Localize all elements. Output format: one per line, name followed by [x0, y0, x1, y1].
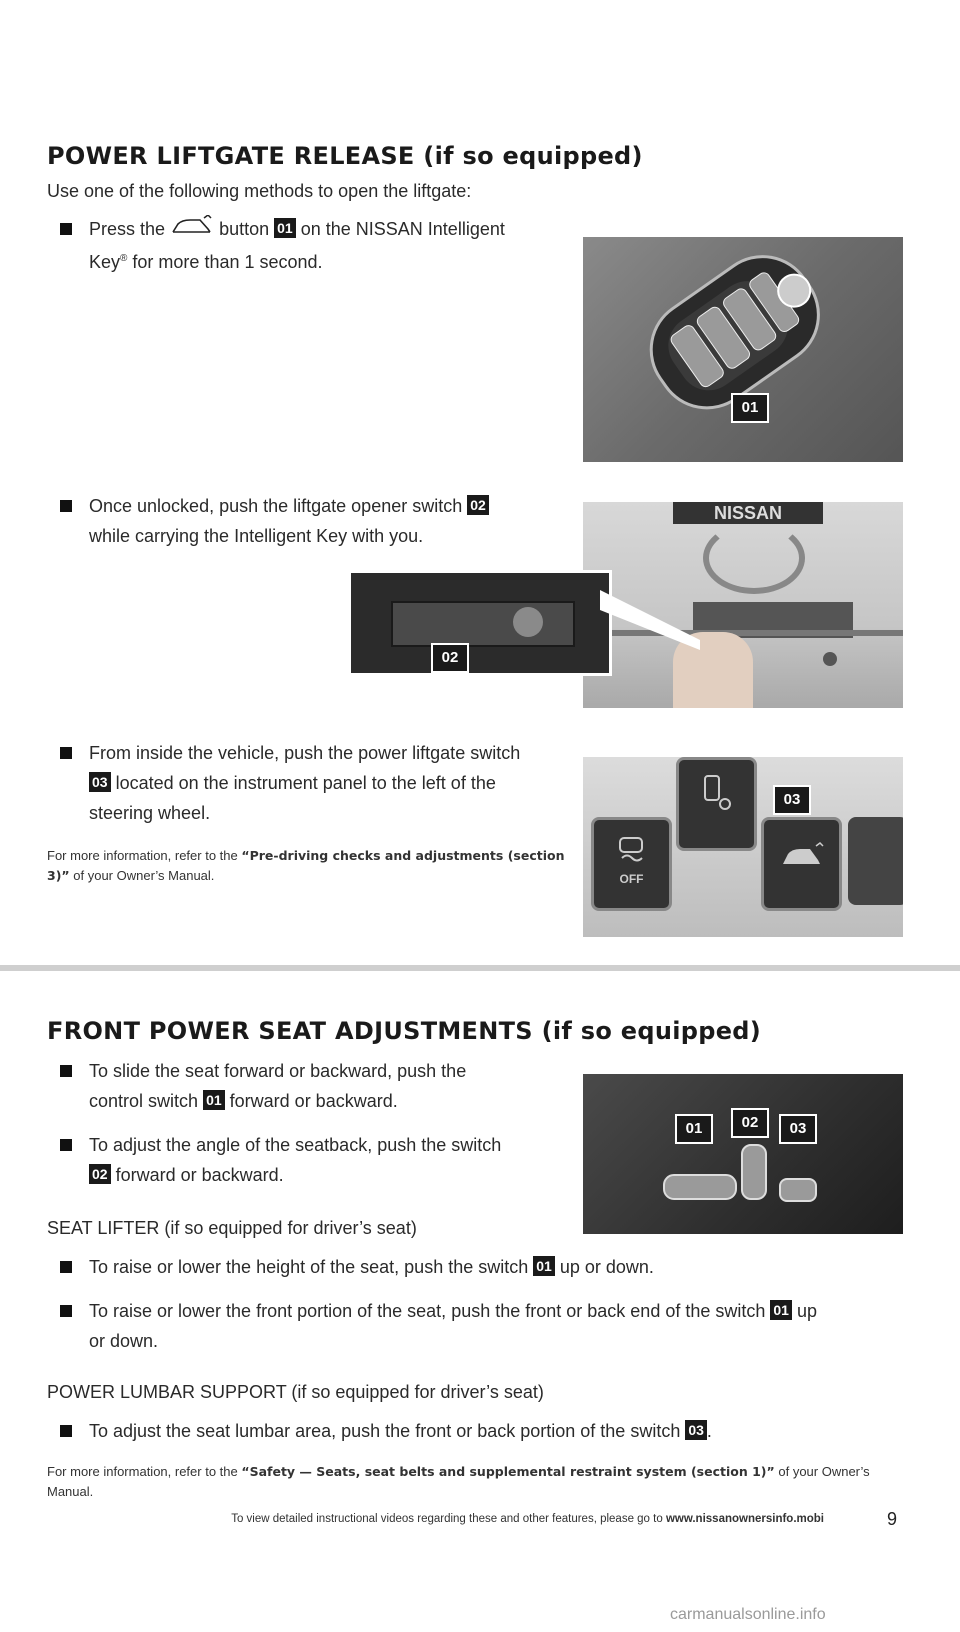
seat-switch-photo — [583, 1074, 903, 1234]
slide-switch — [663, 1174, 737, 1200]
text: To slide the seat forward or backward, push the — [89, 1061, 467, 1081]
text: of your Owner’s Manual. — [47, 1464, 870, 1499]
text: up or down. — [559, 1257, 654, 1277]
liftgate-note — [47, 846, 567, 886]
step-badge: 03 — [685, 1420, 707, 1440]
power-liftgate-switch — [761, 817, 842, 911]
instrument-panel-photo — [583, 757, 903, 937]
liftgate-qualifier: (if so equipped) — [423, 142, 643, 170]
seat-bullet-2 — [89, 1130, 549, 1190]
section-divider — [0, 965, 960, 971]
photo-badge: 03 — [779, 1114, 817, 1144]
door-icon — [701, 774, 735, 818]
page-number: 9 — [887, 1509, 898, 1529]
text: To view detailed instructional videos regarding these and other features, please go to — [231, 1513, 663, 1525]
step-badge: 02 — [467, 495, 489, 515]
brand-plate: NISSAN — [673, 502, 823, 524]
text: up — [796, 1301, 818, 1321]
photo-badge: 01 — [731, 393, 769, 423]
seat-title: FRONT POWER SEAT ADJUSTMENTS — [47, 1017, 533, 1045]
seat-bullet-5 — [89, 1416, 929, 1446]
seat-note — [47, 1462, 917, 1502]
text: From inside the vehicle, push the power liftgate switch — [89, 743, 521, 763]
liftgate-bullet-3 — [89, 738, 559, 828]
lumbar-switch — [779, 1178, 817, 1202]
key-fob-photo — [583, 237, 903, 462]
text: Press the — [89, 219, 166, 239]
liftgate-section-title — [47, 142, 643, 170]
note-reference: “Safety — Seats, seat belts and supplemental restraint system (section 1)” — [241, 1464, 775, 1479]
photo-badge: 02 — [431, 643, 469, 673]
bullet-marker — [60, 1261, 72, 1273]
text: To adjust the angle of the seatback, push the switch — [89, 1135, 502, 1155]
step-badge: 01 — [533, 1256, 555, 1276]
lumbar-heading: POWER LUMBAR SUPPORT (if so equipped for driver’s seat) — [47, 1382, 544, 1402]
bullet-marker — [60, 1425, 72, 1437]
liftgate-bullet-1 — [89, 214, 559, 277]
seat-bullet-3 — [89, 1252, 929, 1282]
text: Once unlocked, push the liftgate opener switch — [89, 496, 463, 516]
liftgate-bullet-2 — [89, 491, 559, 551]
text: of your Owner’s Manual. — [73, 868, 215, 883]
text: button — [219, 219, 270, 239]
bolt — [823, 652, 837, 666]
footer-url[interactable]: www.nissanownersinfo.mobi — [665, 1513, 824, 1525]
seat-section-title — [47, 1017, 761, 1045]
opener-switch — [513, 607, 543, 637]
key-fob-illustration — [583, 237, 903, 462]
text: control switch — [89, 1091, 199, 1111]
photo-badge: 02 — [731, 1108, 769, 1138]
liftgate-switch-inset — [348, 570, 612, 676]
text: To raise or lower the height of the seat, push the switch — [89, 1257, 529, 1277]
off-label: OFF — [619, 872, 644, 886]
blank-switch — [848, 817, 903, 905]
text: . — [706, 1421, 712, 1441]
text: steering wheel. — [89, 803, 211, 823]
bullet-marker — [60, 500, 72, 512]
seat-lifter-heading: SEAT LIFTER (if so equipped for driver’s seat) — [47, 1218, 417, 1238]
text: forward or backward. — [229, 1091, 398, 1111]
text: for more than 1 second. — [132, 252, 323, 272]
seat-bullet-4 — [89, 1296, 929, 1356]
text: located on the instrument panel to the left of the — [115, 773, 496, 793]
text: forward or backward. — [115, 1165, 284, 1185]
text: To adjust the seat lumbar area, push the front or back portion of the switch — [89, 1421, 681, 1441]
text: For more information, refer to the — [47, 848, 238, 863]
photo-badge: 03 — [773, 785, 811, 815]
note-reference: “Pre-driving checks and adjustments (section 3)” — [47, 848, 565, 883]
step-badge: 02 — [89, 1164, 111, 1184]
switch-middle — [676, 757, 757, 851]
emblem — [703, 522, 805, 594]
text: Key — [89, 252, 121, 272]
liftgate-title: POWER LIFTGATE RELEASE — [47, 142, 415, 170]
text: on the NISSAN Intelligent — [300, 219, 505, 239]
seat-bullet-1 — [89, 1056, 549, 1116]
bullet-marker — [60, 1139, 72, 1151]
bullet-marker — [60, 1065, 72, 1077]
bullet-marker — [60, 747, 72, 759]
skid-icon — [616, 834, 646, 868]
step-badge: 03 — [89, 772, 111, 792]
photo-badge: 01 — [675, 1114, 713, 1144]
watermark: carmanualsonline.info — [670, 1606, 826, 1623]
liftgate-intro: Use one of the following methods to open the liftgate: — [47, 181, 472, 201]
text: or down. — [89, 1331, 159, 1351]
step-badge: 01 — [274, 218, 296, 238]
recline-switch — [741, 1144, 767, 1200]
registered-mark: ® — [120, 253, 128, 264]
bullet-marker — [60, 1305, 72, 1317]
step-badge: 01 — [203, 1090, 225, 1110]
text: For more information, refer to the — [47, 1464, 238, 1479]
seat-qualifier: (if so equipped) — [541, 1017, 762, 1045]
footer-text — [0, 1513, 824, 1525]
switch-vdc-off — [591, 817, 672, 911]
switch-housing — [391, 601, 575, 647]
bullet-marker — [60, 223, 72, 235]
liftgate-icon — [170, 215, 214, 237]
liftgate-icon — [780, 842, 824, 872]
inset-connector — [600, 590, 700, 660]
step-badge: 01 — [770, 1300, 792, 1320]
text: while carrying the Intelligent Key with you. — [89, 526, 424, 546]
text: To raise or lower the front portion of the seat, push the front or back end of the switch — [89, 1301, 766, 1321]
